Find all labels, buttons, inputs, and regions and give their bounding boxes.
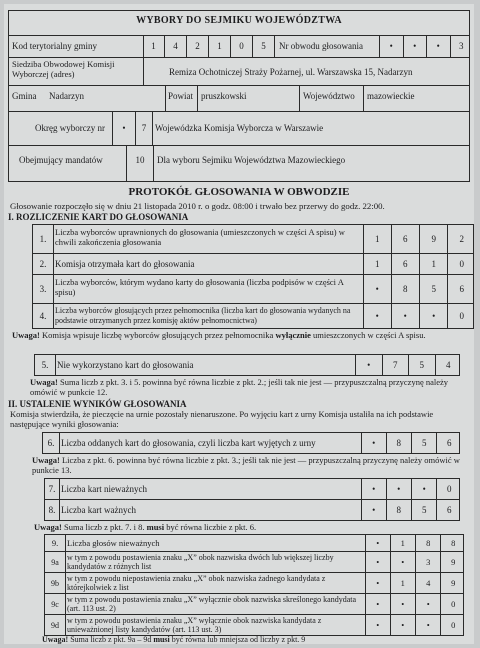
note-bold: musi [153, 635, 170, 644]
row-digits [363, 304, 475, 328]
mandates-value: 10 [135, 155, 145, 165]
note-bold: wyłącznie [275, 330, 311, 340]
note-prefix: Uwaga! [30, 377, 58, 387]
mandates-label: Obejmujący mandatów [19, 155, 103, 165]
row-digits [363, 225, 475, 253]
digit-cell: 8 [387, 500, 412, 520]
row-label: w tym z powodu postawienia znaku „X” wyłącznie obok nazwiska kandydata z unieważnionej listy kandydatów (art. 113 ust. 3) [67, 616, 322, 634]
table-row [44, 551, 464, 573]
digit-cell: 6 [459, 284, 464, 294]
digit-cell: • [362, 479, 387, 499]
table-row [32, 303, 474, 329]
note-text: Liczba z pkt. 6. powinna być równa liczbie z pkt. 3.; jeśli tak nie jest — przypuszczalną przyczynę należy omówić w punkcie 13. [32, 455, 460, 475]
row-label: Komisja otrzymała kart do głosowania [55, 259, 195, 269]
protocol-page [4, 4, 474, 644]
digit-cell: • [391, 552, 416, 572]
teryt-digit: 4 [165, 35, 187, 57]
digit-cell: • [412, 479, 437, 499]
digit-cell: 1 [391, 535, 416, 551]
digit-cell: 0 [451, 620, 456, 630]
digit-cell: 6 [392, 225, 420, 253]
note-rest: być równa lub mniejsza od liczby z pkt. 9 [169, 635, 306, 644]
row-label: Nie wykorzystano kart do głosowania [57, 360, 194, 370]
powiat-label: Powiat [168, 91, 194, 101]
digit-cell: • [364, 304, 392, 328]
gmina-value: Nadarzyn [49, 91, 84, 101]
digit-cell: 0 [446, 484, 452, 494]
note-prefix: Uwaga! [12, 330, 40, 340]
digit-cell: • [356, 355, 383, 375]
digit-cell: 9 [420, 225, 448, 253]
digit-cell: 2 [459, 234, 464, 244]
protocol-title: PROTOKÓŁ GŁOSOWANIA W OBWODZIE [128, 186, 350, 198]
table-row [32, 253, 474, 275]
row-number: 2. [33, 254, 54, 274]
row-label: Liczba oddanych kart do głosowania, czyli liczba kart wyjętych z urny [61, 438, 316, 448]
district-label: Nr obwodu głosowania [279, 41, 363, 51]
note-text: Suma liczb z pkt. 3. i 5. powinna być równa liczbie z pkt. 2.; jeśli tak nie jest — przypuszczalną przyczynę należy omówić w punkcie 12. [30, 377, 449, 397]
note-prefix: Uwaga! [32, 455, 60, 465]
woj-value: mazowieckie [367, 91, 415, 101]
digit-cell: 8 [416, 535, 441, 551]
woj-label: Województwo [303, 91, 355, 101]
digit-cell: 1 [364, 225, 392, 253]
row-digits [361, 479, 461, 499]
row-digits [355, 355, 461, 375]
district-digit: 3 [459, 41, 464, 51]
teryt-digit: 2 [187, 35, 209, 57]
digit-cell: • [391, 615, 416, 635]
note-text: Suma liczb z pkt. 7. i 8. [63, 522, 147, 532]
digit-cell: • [420, 304, 448, 328]
digit-cell: • [387, 479, 412, 499]
note-prefix: Uwaga! [42, 635, 69, 644]
okreg-label: Okręg wyborczy nr [35, 123, 105, 133]
row-digits [361, 500, 461, 520]
row-digits [363, 275, 475, 303]
digit-cell: 3 [416, 552, 441, 572]
district-digit: • [404, 35, 428, 57]
digit-cell: • [366, 535, 391, 551]
digit-cell: 6 [446, 505, 452, 515]
row-digits [365, 535, 465, 551]
seat-value: Remiza Ochotniczej Straży Pożarnej, ul. Warszawska 15, Nadarzyn [169, 67, 413, 77]
digit-cell: 4 [416, 573, 441, 593]
table-row [44, 614, 464, 636]
digit-cell: • [364, 275, 392, 303]
row-digits [365, 594, 465, 614]
row-number: 9b [45, 573, 66, 593]
row-label: Liczba wyborców głosujących przez pełnomocnika (liczba kart do głosowania wydanych na podstawie otrzymanych przez komisję aktów pełnomocnictwa) [55, 306, 351, 325]
table-row [44, 572, 464, 594]
section2-heading: II. USTALENIE WYNIKÓW GŁOSOWANIA [8, 399, 187, 409]
note-text: Komisja wpisuje liczbę wyborców głosujących przez pełnomocnika [41, 330, 276, 340]
digit-cell: • [392, 304, 420, 328]
table-row [44, 478, 460, 500]
digit-cell: 9 [451, 557, 456, 567]
district-digit: • [427, 35, 451, 57]
row-number: 3. [33, 275, 54, 303]
teryt-label: Kod terytorialny gminy [12, 41, 97, 51]
gmina-label: Gmina [12, 91, 37, 101]
row-digits [361, 433, 461, 453]
note-rest: być równa liczbie z pkt. 6. [164, 522, 257, 532]
row-number: 5. [35, 355, 56, 375]
row-label: w tym z powodu postawienia znaku „X” obok nazwiska dwóch lub większej liczby kandydatów z różnych list [67, 553, 334, 571]
seat-label: Siedziba Obwodowej Komisji Wyborczej (adres) [12, 59, 115, 79]
digit-cell: • [366, 573, 391, 593]
digit-cell: 1 [364, 254, 392, 274]
note-warning [34, 523, 464, 533]
note-bold: musi [146, 522, 165, 532]
row-number: 9d [45, 615, 66, 635]
okreg-digit: 7 [141, 123, 147, 133]
okreg-digit: • [122, 123, 126, 133]
digit-cell: 5 [412, 433, 437, 453]
digit-cell: • [362, 500, 387, 520]
district-digit: • [380, 35, 404, 57]
row-label: Liczba kart nieważnych [61, 484, 147, 494]
digit-cell: 4 [446, 360, 451, 370]
note-warning [42, 635, 462, 645]
teryt-digit: 5 [253, 35, 275, 57]
row-number: 7. [45, 479, 60, 499]
row-label: Liczba głosów nieważnych [67, 538, 160, 548]
note-warning [30, 378, 468, 397]
digit-cell: • [366, 552, 391, 572]
row-digits [365, 615, 465, 635]
note-warning [32, 456, 462, 475]
note-rest: umieszczonych w części A spisu. [310, 330, 426, 340]
section1-heading: I. ROZLICZENIE KART DO GŁOSOWANIA [8, 212, 189, 222]
teryt-digit: 0 [231, 35, 253, 57]
digit-cell: • [416, 594, 441, 614]
table-row [44, 534, 464, 552]
form-title: WYBORY DO SEJMIKU WOJEWÓDZTWA [136, 15, 342, 26]
digit-cell: 1 [391, 573, 416, 593]
protocol-intro: Głosowanie rozpoczęło się w dniu 21 listopada 2010 r. o godz. 08:00 i trwało bez przerwy do godz. 22:00. [10, 201, 385, 211]
table-row [42, 432, 460, 454]
row-digits [365, 552, 465, 572]
note-text: Suma liczb z pkt. 9a – 9d [70, 635, 154, 644]
note-warning [12, 331, 468, 341]
digit-cell: • [416, 615, 441, 635]
digit-cell: 9 [451, 578, 456, 588]
digit-cell: 6 [446, 438, 452, 448]
okreg-commission: Wojewódzka Komisja Wyborcza w Warszawie [155, 123, 324, 133]
row-number: 4. [33, 304, 54, 328]
row-number: 8. [45, 500, 60, 520]
row-number: 6. [43, 433, 60, 453]
digit-cell: • [366, 615, 391, 635]
table-row [44, 499, 460, 521]
teryt-digit: 1 [143, 35, 165, 57]
teryt-digits [143, 35, 275, 57]
digit-cell: 8 [387, 433, 412, 453]
digit-cell: 5 [412, 500, 437, 520]
digit-cell: 0 [459, 259, 464, 269]
row-label: Liczba wyborców uprawnionych do głosowania (umieszczonych w części A spisu) w chwili zakończenia głosowania [55, 227, 345, 247]
row-label: Liczba wyborców, którym wydano karty do głosowania (liczba podpisów w części A spisu) [55, 277, 344, 297]
note-prefix: Uwaga! [34, 522, 62, 532]
digit-cell: 0 [459, 311, 464, 321]
digit-cell: 6 [392, 254, 420, 274]
row-label: w tym z powodu niepostawienia znaku „X” obok nazwiska żadnego kandydata z którejkolwiek z list [67, 574, 326, 592]
header-table [8, 10, 470, 182]
digit-cell: 8 [392, 275, 420, 303]
row-label: Liczba kart ważnych [61, 505, 136, 515]
row-digits [365, 573, 465, 593]
digit-cell: • [366, 594, 391, 614]
digit-cell: 7 [383, 355, 410, 375]
mandates-for: Dla wyboru Sejmiku Województwa Mazowieckiego [157, 155, 346, 165]
digit-cell: • [362, 433, 387, 453]
row-number: 1. [33, 225, 54, 253]
digit-cell: 0 [451, 599, 456, 609]
row-number: 9c [45, 594, 66, 614]
digit-cell: 5 [409, 355, 436, 375]
table-row [32, 224, 474, 254]
district-digits [379, 35, 472, 57]
digit-cell: • [391, 594, 416, 614]
row-digits [363, 254, 475, 274]
table-row [44, 593, 464, 615]
row-label: w tym z powodu postawienia znaku „X” wyłącznie obok nazwiska skreślonego kandydata (art. 113 ust. 2) [67, 595, 357, 613]
row-number: 9a [45, 552, 66, 572]
digit-cell: 8 [451, 538, 456, 548]
digit-cell: 1 [420, 254, 448, 274]
digit-cell: 5 [420, 275, 448, 303]
table-row [34, 354, 460, 376]
section2-intro: Komisja stwierdziła, że pieczęcie na urnie pozostały nienaruszone. Po wyjęciu kart z urny Komisja ustaliła na ich podstawie następujące wyniki głosowania: [10, 409, 434, 429]
powiat-value: pruszkowski [201, 91, 247, 101]
row-number: 9. [45, 535, 66, 551]
table-row [32, 274, 474, 304]
teryt-digit: 1 [209, 35, 231, 57]
